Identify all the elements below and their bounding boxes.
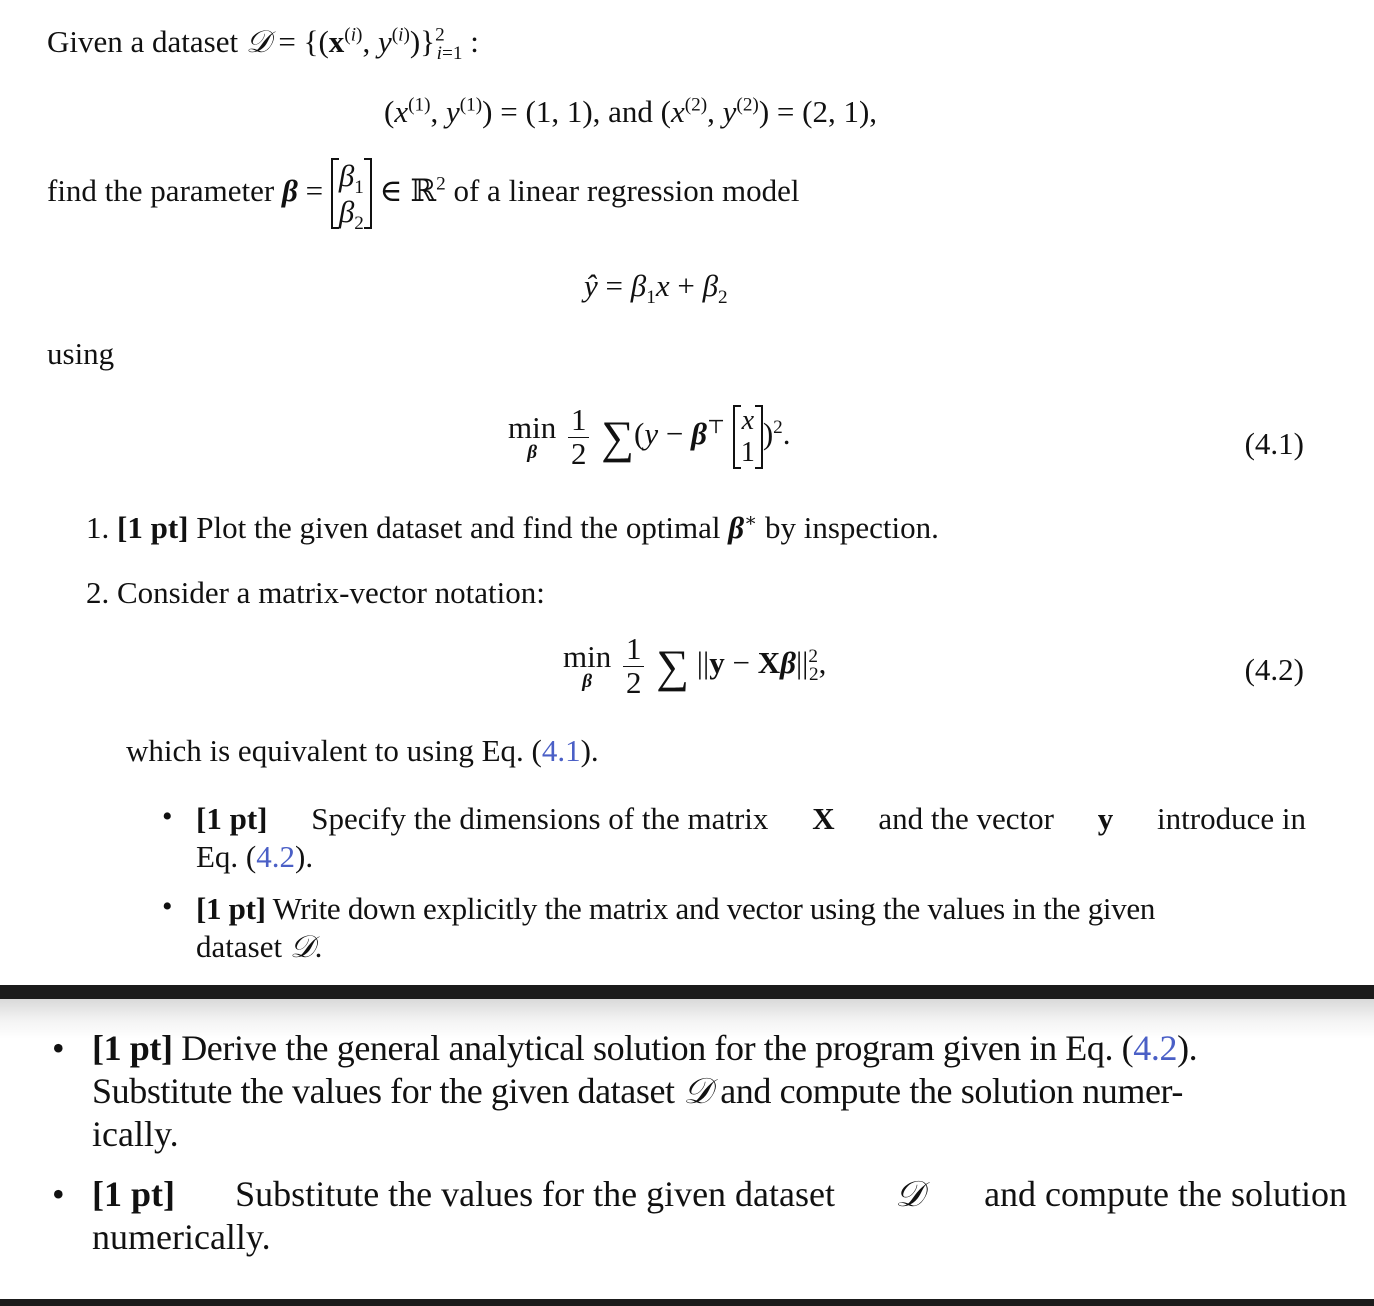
dataset-symbol: 𝒟: [245, 24, 271, 59]
equation-4-2: min β $\frac{1}{2}$ ∑ $||y - X\beta||^2_2$,: [563, 631, 827, 700]
bullet-dot: •: [52, 1174, 65, 1214]
lower-bullet-2-text-a: Substitute the values for the given dataset: [235, 1174, 836, 1214]
real-space: ∈ ℝ: [379, 172, 437, 208]
eq-number-4-2: (4.2): [1244, 652, 1304, 687]
equivalence-line: [126, 733, 599, 769]
using-text: using: [47, 336, 115, 371]
x2-value: 2: [812, 94, 828, 129]
and-text: and: [608, 94, 653, 129]
item-1-text: Plot the given dataset and find the optimal: [196, 510, 721, 545]
eq-number-4-1: (4.1): [1244, 426, 1304, 461]
model-text: of a linear regression model: [453, 172, 800, 208]
item-2-number: 2.: [86, 575, 110, 610]
lower-bullet-2-points: [1 pt]: [92, 1174, 175, 1214]
item-2-text: Consider a matrix-vector notation:: [117, 575, 545, 610]
bullet-1-text-d: Eq. (: [196, 839, 257, 874]
dataset-definition-line: Given a dataset 𝒟 = {($x^{(i)}$, $y^{(i)})\}^2_{i=1}$ :: [47, 24, 479, 65]
lower-bullet-2: [92, 1173, 1347, 1259]
bullet-dot: •: [52, 1028, 65, 1068]
bullet-dot: •: [162, 800, 173, 833]
y1-value: 1: [566, 94, 583, 129]
equivalence-close: ).: [580, 733, 599, 768]
lower-bullet-1-text-c: and compute the solution numer-: [720, 1071, 1183, 1111]
lower-bullet-1-text-b: Substitute the values for the given dataset: [92, 1071, 675, 1111]
bottom-band: [0, 1299, 1374, 1306]
lower-bullet-1-text-d: ically.: [92, 1114, 179, 1154]
beta1-symbol: β: [338, 158, 355, 193]
item-1: 1. [1 pt] Plot the given dataset and find the optimal β∗ by inspection.: [86, 510, 939, 545]
lower-bullet-1-points: [1 pt]: [92, 1028, 173, 1068]
eq-4-1-link[interactable]: 4.1: [541, 733, 581, 768]
data-points-line: ($x^{(1)}$, $y^{(1)}) = (1$, 1), and ($x^{(2)}$, $y^{(2)}) = (2$, 1),: [384, 94, 878, 129]
dataset-symbol: 𝒟: [895, 1174, 924, 1214]
find-text: find the parameter: [47, 172, 275, 208]
dataset-symbol: 𝒟: [289, 929, 315, 964]
bullet-dot: •: [162, 890, 173, 923]
lower-bullet-1: [92, 1027, 1347, 1156]
separator-band: [0, 985, 1374, 999]
bullet-2-points: [1 pt]: [196, 891, 266, 926]
lower-bullet-2-text-b: and compute the solution: [984, 1174, 1347, 1214]
bullet-1-text-a: Specify the dimensions of the matrix: [311, 801, 769, 836]
model-equation: ŷ = $\beta_1x + \beta_2$: [584, 268, 728, 309]
lower-bullet-1-close: ).: [1177, 1028, 1198, 1068]
item-1-tail: by inspection.: [764, 510, 939, 545]
bullet-2-text-b: dataset: [196, 929, 283, 964]
lower-document-page: [0, 999, 1374, 1299]
bullet-1-close: ).: [295, 839, 314, 874]
bullet-2-close: .: [314, 929, 323, 964]
bullet-2-text-a: Write down explicitly the matrix and vector using the values in the given: [272, 891, 1156, 926]
bullet-1-text-b: and the vector: [878, 801, 1054, 836]
item-1-number: 1.: [86, 510, 110, 545]
x1-value: 1: [535, 94, 552, 129]
dataset-symbol: 𝒟: [683, 1071, 712, 1111]
bullet-1-points: [1 pt]: [196, 801, 268, 836]
equivalence-text: which is equivalent to using Eq. (: [126, 733, 542, 768]
beta-vector: $\beta_1$ $\beta_2$: [331, 158, 372, 229]
min-operator: min: [508, 409, 557, 445]
min-operator-2: min: [563, 638, 612, 674]
eq-4-2-link-lower[interactable]: 4.2: [1133, 1028, 1178, 1068]
equation-4-1: min β $\frac{1}{2}$ ∑(y − β⊤ x 1)$^2$.: [508, 402, 791, 471]
bullet-1-text-c: introduce in: [1157, 801, 1306, 836]
item-1-points: [1 pt]: [117, 510, 189, 545]
lower-bullet-1-text-a: Derive the general analytical solution for the program given in Eq. (: [181, 1028, 1134, 1068]
upper-bullet-1: [1 pt] Specify the dimensions of the matrix X and the vector y introduce in Eq. (4.2).: [196, 801, 1306, 874]
y2-value: 1: [843, 94, 859, 129]
eq-4-2-link[interactable]: 4.2: [256, 839, 296, 874]
upper-bullet-2: [196, 890, 1306, 966]
parameter-line: find the parameter $\beta = \beta_1$ $\beta_2$ ∈ ℝ$^2$ of a linear regression model: [47, 158, 800, 234]
item-2: [86, 575, 545, 611]
lower-bullet-2-text-c: numerically.: [92, 1217, 271, 1257]
given-text: Given a dataset: [47, 24, 239, 59]
